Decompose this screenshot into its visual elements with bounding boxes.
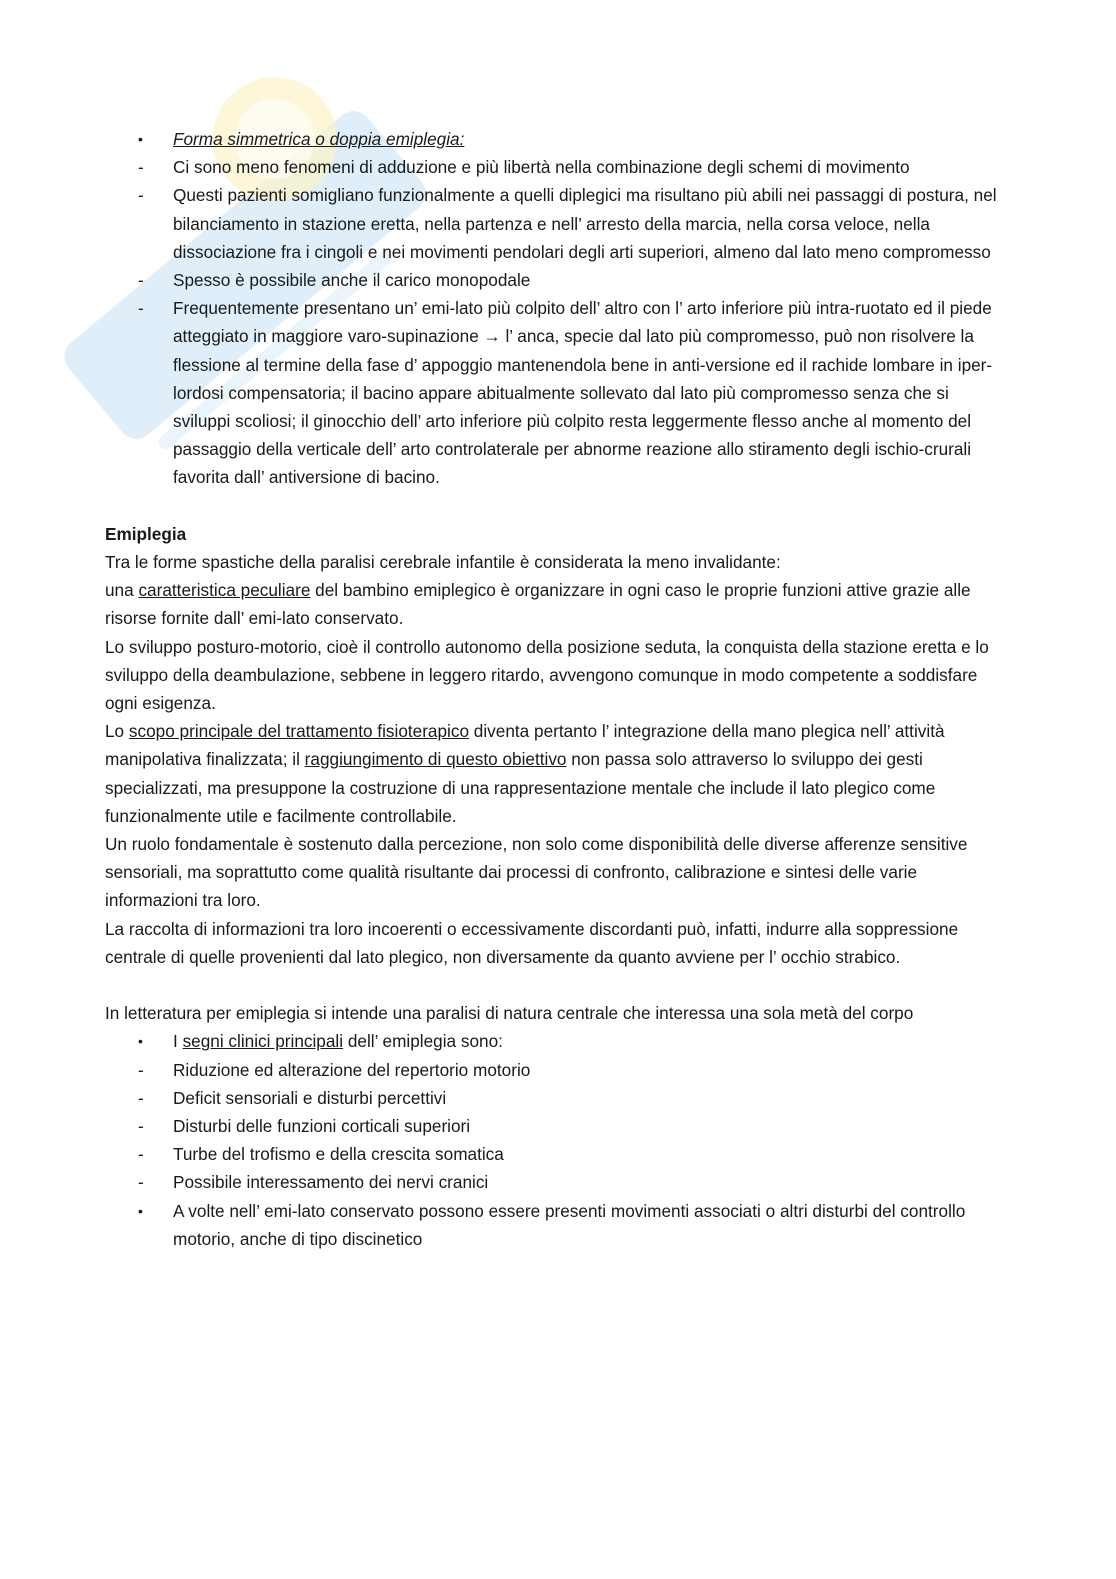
paragraph <box>105 717 1005 830</box>
dash-marker: - <box>138 1172 144 1193</box>
list-item-text: Spesso è possibile anche il carico monopodale <box>173 270 531 291</box>
dash-marker: - <box>138 298 144 319</box>
paragraph-text: del bambino emiplegico è organizzare in ogni caso le proprie funzioni attive grazie alle risorse fornite dall’ emi-lato conservato. <box>105 580 971 629</box>
paragraph-text: non passa solo attraverso lo sviluppo dei gesti specializzati, ma presuppone la costruzione di una rappresentazione mentale che include il lato plegico come funzionalmente utile e facilmente controllabile. <box>105 749 936 826</box>
bullet-heading-forma-simmetrica: Forma simmetrica o doppia emiplegia: <box>173 129 465 149</box>
paragraph-text: diventa pertanto l’ integrazione della mano plegica nell’ attività manipolativa finalizzata; il <box>105 721 945 770</box>
list-item <box>105 153 1005 181</box>
underlined-text: raggiungimento di questo obiettivo <box>304 749 567 770</box>
dash-marker: - <box>138 270 144 291</box>
list-item <box>105 294 1005 491</box>
bullet-row <box>105 1197 1005 1253</box>
bullet-text: A volte nell’ emi-lato conservato possono essere presenti movimenti associati o altri disturbi del controllo motorio, anche di tipo discinetico <box>173 1200 966 1249</box>
list-item <box>105 1112 1005 1140</box>
list-item <box>105 266 1005 294</box>
list-item-text: Ci sono meno fenomeni di adduzione e più libertà nella combinazione degli schemi di movimento <box>173 157 910 178</box>
bullet-marker: • <box>138 1202 143 1219</box>
bullet-heading-row <box>105 125 1005 153</box>
list-item-text: Questi pazienti somigliano funzionalmente a quelli diplegici ma risultano più abili nei passaggi di postura, nel bilanciamento in stazione eretta, nella partenza e nell’ arresto della marcia, nella corsa veloce, nella dissociazione fra i cingoli e nei movimenti pendolari degli arti superiori, almeno dal lato meno compromesso <box>173 185 997 262</box>
list-item-text: Turbe del trofismo e della crescita somatica <box>173 1144 504 1165</box>
dash-marker: - <box>138 1116 144 1137</box>
list-item-text: Frequentemente presentano un’ emi-lato più colpito dell’ altro con l’ arto inferiore più intra-ruotato ed il piede atteggiato in maggiore varo-supinazione → l’ anca, specie dal lato più compromesso, può non risolvere la flessione al termine della fase d’ appoggio mantenendola bene in anti-versione ed il rachide lombare in iper-lordosi compensatoria; il bacino appare abitualmente sollevato dal lato più compromesso senza che si sviluppi scoliosi; il ginocchio dell’ arto inferiore più colpito resta leggermente flesso anche al momento del passaggio della verticale dell’ arto controlaterale per abnorme reazione allo stiramento degli ischio-crurali favorita dall’ antiversione di bacino. <box>173 298 993 488</box>
paragraph <box>105 576 1005 632</box>
list-item-text: Deficit sensoriali e disturbi percettivi <box>173 1087 447 1108</box>
spacer <box>105 492 1005 520</box>
list-item <box>105 1168 1005 1196</box>
bullet-text-post: dell’ emiplegia sono: <box>343 1031 503 1052</box>
paragraph-text: Lo <box>105 721 129 742</box>
paragraph: Tra le forme spastiche della paralisi cerebrale infantile è considerata la meno invalidante: <box>105 552 781 573</box>
list-item <box>105 1084 1005 1112</box>
bullet-text <box>173 1031 503 1051</box>
document-body <box>105 125 1005 1253</box>
list-item <box>105 1056 1005 1084</box>
spacer <box>105 971 1005 999</box>
paragraph: Lo sviluppo posturo-motorio, cioè il controllo autonomo della posizione seduta, la conquista della stazione eretta e lo sviluppo della deambulazione, sebbene in leggero ritardo, avvengono comunque in modo competente a soddisfare ogni esigenza. <box>105 636 989 714</box>
bullet-text-pre: I <box>173 1031 183 1052</box>
dash-marker: - <box>138 1059 144 1080</box>
underlined-text: scopo principale del trattamento fisioterapico <box>128 721 470 742</box>
dash-marker: - <box>138 157 144 178</box>
dash-marker: - <box>138 1144 144 1165</box>
bullet-marker: • <box>138 1033 143 1050</box>
section-title-emiplegia: Emiplegia <box>105 523 187 544</box>
paragraph: In letteratura per emiplegia si intende una paralisi di natura centrale che interessa una sola metà del corpo <box>105 1003 914 1024</box>
list-item-text: Possibile interessamento dei nervi cranici <box>173 1172 489 1193</box>
underlined-text: segni clinici principali <box>182 1031 344 1052</box>
paragraph: Un ruolo fondamentale è sostenuto dalla percezione, non solo come disponibilità delle diverse afferenze sensitive sensoriali, ma soprattutto come qualità risultante dai processi di confronto, calibrazione e sintesi delle varie informazioni tra loro. <box>105 834 968 911</box>
dash-marker: - <box>138 185 144 206</box>
paragraph: La raccolta di informazioni tra loro incoerenti o eccessivamente discordanti può, infatti, indurre alla soppressione centrale di quelle provenienti dal lato plegico, non diversamente da quanto avviene per l’ occhio strabico. <box>105 918 959 967</box>
list-item-text: Riduzione ed alterazione del repertorio motorio <box>173 1059 531 1080</box>
list-item <box>105 181 1005 266</box>
bullet-row <box>105 1027 1005 1055</box>
list-item-text: Disturbi delle funzioni corticali superiori <box>173 1116 471 1137</box>
paragraph-text: una <box>105 580 139 601</box>
dash-marker: - <box>138 1087 144 1108</box>
bullet-marker: • <box>138 131 143 147</box>
list-item <box>105 1140 1005 1168</box>
underlined-text: caratteristica peculiare <box>138 580 311 601</box>
